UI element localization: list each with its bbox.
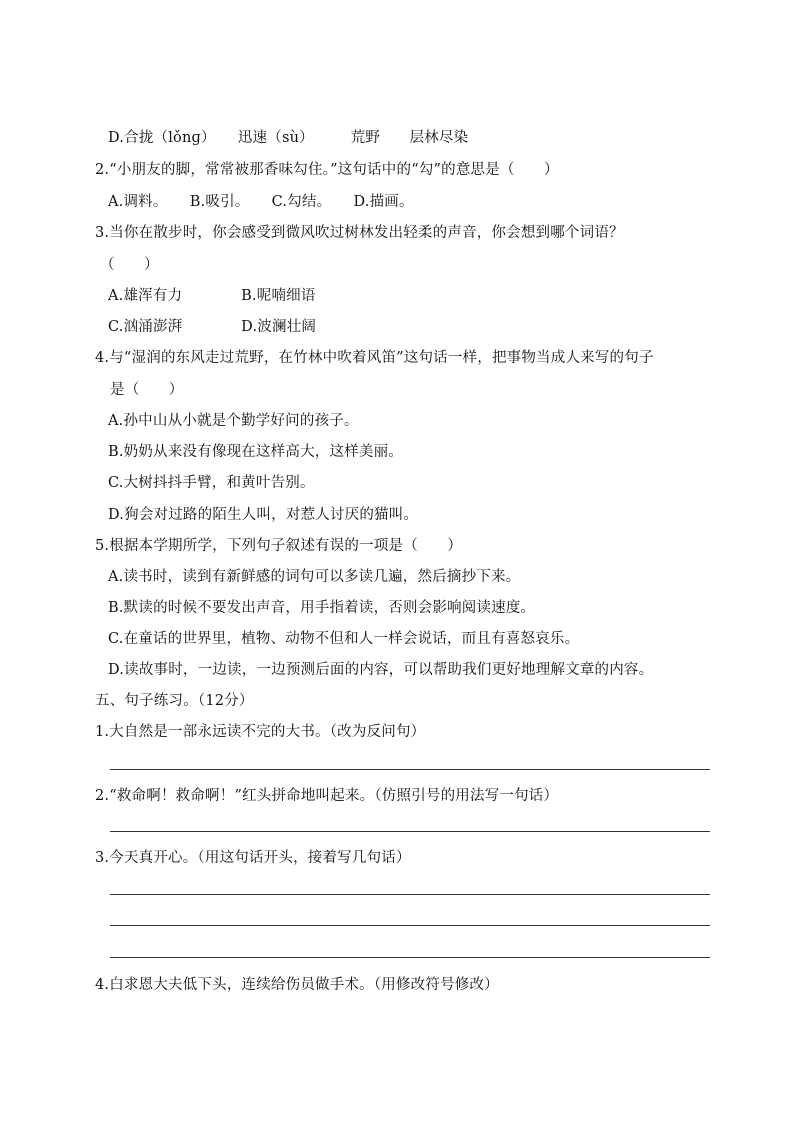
q3-stem-cont: （ ）	[100, 257, 159, 273]
answer-line-3b[interactable]	[110, 925, 710, 926]
sentence-1-prompt: 1.大自然是一部永远读不完的大书。（改为反问句）	[95, 724, 426, 740]
q2-options: A.调料。 B.吸引。 C.勾结。 D.描画。	[108, 194, 414, 210]
sentence-3-prompt: 3.今天真开心。（用这句话开头，接着写几句话）	[95, 850, 411, 866]
q5-stem: 5.根据本学期所学，下列句子叙述有误的一项是（ ）	[95, 538, 463, 554]
q4-stem: 4.与“湿润的东风走过荒野，在竹林中吹着风笛”这句话一样，把事物当成人来写的句子	[95, 350, 654, 366]
q5-option-a: A.读书时，读到有新鲜感的词句可以多读几遍，然后摘抄下来。	[108, 569, 521, 585]
q4-option-c: C.大树抖抖手臂，和黄叶告别。	[108, 475, 315, 491]
sentence-4-prompt: 4.白求恩大夫低下头，连续给伤员做手术。（用修改符号修改）	[95, 977, 499, 993]
sentence-2-prompt: 2.“救命啊！救命啊！”红头拼命地叫起来。（仿照引号的用法写一句话）	[95, 788, 559, 804]
answer-line-1[interactable]	[110, 769, 710, 770]
q3-options-row2: C.汹涌澎湃 D.波澜壮阔	[108, 319, 317, 335]
answer-line-2[interactable]	[110, 831, 710, 832]
q4-stem-cont: 是（ ）	[110, 382, 184, 398]
q3-stem: 3.当你在散步时，你会感受到微风吹过树林发出轻柔的声音，你会想到哪个词语？	[95, 225, 624, 241]
answer-line-3c[interactable]	[110, 957, 710, 958]
q4-option-b: B.奶奶从来没有像现在这样高大，这样美丽。	[108, 444, 403, 460]
q1-option-d: D.合拢（lǒnɡ） 迅速（sù） 荒野 层林尽染	[108, 130, 469, 146]
q5-option-d: D.读故事时，一边读，一边预测后面的内容，可以帮助我们更好地理解文章的内容。	[108, 662, 654, 678]
q4-option-a: A.孙中山从小就是个勤学好问的孩子。	[108, 413, 359, 429]
answer-line-3a[interactable]	[110, 894, 710, 895]
q4-option-d: D.狗会对过路的陌生人叫，对惹人讨厌的猫叫。	[108, 507, 419, 523]
q3-options-row1: A.雄浑有力 B.呢喃细语	[108, 288, 316, 304]
q5-option-b: B.默读的时候不要发出声音，用手指着读，否则会影响阅读速度。	[108, 600, 536, 616]
q5-option-c: C.在童话的世界里，植物、动物不但和人一样会说话，而且有喜怒哀乐。	[108, 631, 580, 647]
section-5-heading: 五、句子练习。（12分）	[95, 693, 254, 709]
q2-stem: 2.“小朋友的脚，常常被那香味勾住。”这句话中的“勾”的意思是（ ）	[95, 162, 559, 178]
